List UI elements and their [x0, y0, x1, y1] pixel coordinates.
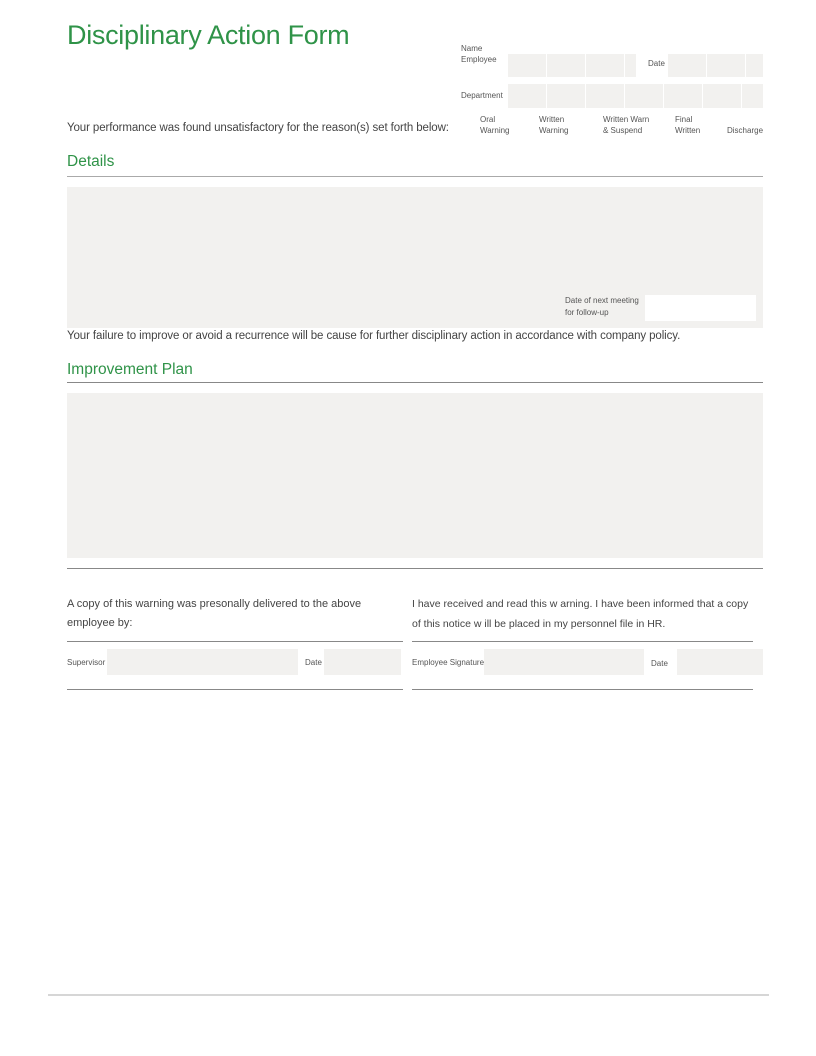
footer-divider: [48, 994, 769, 996]
action-option-line1: Written: [539, 115, 565, 124]
employee-signature-label: Employee Signature: [412, 658, 485, 667]
department-field[interactable]: [508, 84, 763, 108]
employee-date-label: Date: [648, 59, 665, 68]
employee-signature-field[interactable]: [484, 649, 644, 675]
department-label: Department: [461, 91, 503, 100]
employee-top-rule: [412, 641, 753, 642]
supervisor-label: Supervisor: [67, 658, 106, 667]
reason-intro-text: Your performance was found unsatisfactory for the reason(s) set forth below:: [67, 122, 449, 134]
action-option-final-written[interactable]: [675, 114, 700, 136]
next-meeting-label-line2: for follow-up: [565, 308, 609, 317]
page-title: Disciplinary Action Form: [67, 20, 350, 50]
action-option-line2: Written: [675, 126, 701, 135]
receipt-statement: I have received and read this w arning. I have been informed that a copy of this notice w ill be placed in my personnel file in HR.: [412, 598, 749, 630]
details-divider: [67, 176, 763, 177]
action-option-line2: Discharge: [727, 126, 764, 135]
supervisor-date-label: Date: [305, 658, 322, 667]
action-option-discharge[interactable]: [727, 114, 763, 136]
consequence-text: Your failure to improve or avoid a recurrence will be cause for further disciplinary action in accordance with company policy.: [67, 330, 681, 342]
next-meeting-label: [565, 295, 639, 319]
employee-date-field[interactable]: [677, 649, 763, 675]
details-heading: Details: [67, 153, 115, 170]
action-option-line1: Oral: [480, 115, 496, 124]
action-option-written-warn-suspend[interactable]: [603, 114, 649, 136]
next-meeting-date-field[interactable]: [645, 295, 756, 321]
action-option-line2: & Suspend: [603, 126, 643, 135]
employee-date-field[interactable]: [668, 54, 763, 77]
employee-name-label-line2: Employee: [461, 55, 497, 64]
employee-name-label: [461, 43, 497, 65]
action-option-line1: Final: [675, 115, 693, 124]
employee-name-field[interactable]: [508, 54, 636, 77]
action-option-line1: Written Warn: [603, 115, 650, 124]
supervisor-date-field[interactable]: [324, 649, 401, 675]
supervisor-bottom-rule: [67, 689, 403, 690]
improvement-plan-heading: Improvement Plan: [67, 361, 193, 378]
improvement-plan-textarea[interactable]: [67, 393, 763, 558]
supervisor-field[interactable]: [107, 649, 298, 675]
employee-name-label-line1: Name: [461, 44, 483, 53]
action-option-line1: [727, 114, 763, 125]
employee-date-label: Date: [651, 659, 668, 668]
action-option-line2: Warning: [539, 126, 569, 135]
delivery-statement: A copy of this warning was presonally delivered to the above employee by:: [67, 598, 362, 629]
employee-bottom-rule: [412, 689, 753, 690]
improvement-plan-divider: [67, 382, 763, 383]
improvement-plan-bottom-divider: [67, 568, 763, 569]
action-option-written-warning[interactable]: [539, 114, 569, 136]
next-meeting-label-line1: Date of next meeting: [565, 296, 639, 305]
action-option-oral-warning[interactable]: [480, 114, 510, 136]
supervisor-top-rule: [67, 641, 403, 642]
action-option-line2: Warning: [480, 126, 510, 135]
